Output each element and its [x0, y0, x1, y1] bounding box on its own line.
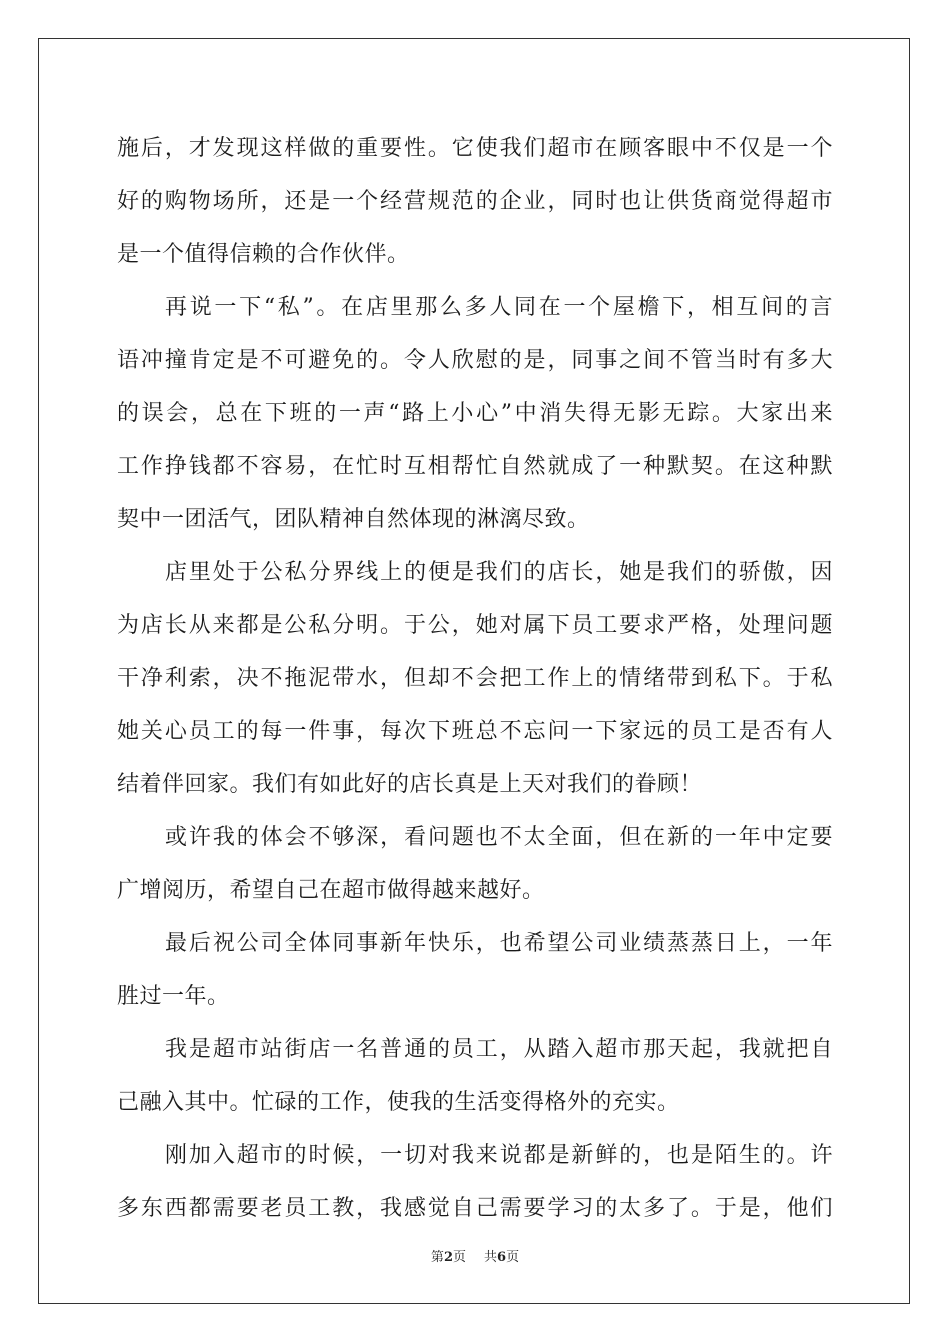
text-line: 我是超市站街店一名普通的员工，从踏入超市那天起，我就把自 [165, 1037, 833, 1062]
footer-total-suffix: 页 [506, 1250, 520, 1265]
footer-page-suffix: 页 [452, 1250, 466, 1265]
text-line: 契中一团活气，团队精神自然体现的淋漓尽致。 [117, 507, 590, 532]
text-line: 好的购物场所，还是一个经营规范的企业，同时也让供货商觉得超市 [117, 189, 833, 214]
text-line: 的误会，总在下班的一声“路上小心”中消失得无影无踪。大家出来 [117, 401, 833, 426]
text-line: 胜过一年。 [117, 984, 230, 1009]
text-line: 多东西都需要老员工教，我感觉自己需要学习的太多了。于是，他们 [117, 1196, 833, 1221]
text-line: 再说一下“私”。在店里那么多人同在一个屋檐下，相互间的言 [165, 295, 833, 320]
total-pages-number: 6 [497, 1250, 507, 1265]
footer-prefix: 第 [430, 1250, 444, 1265]
text-line: 刚加入超市的时候，一切对我来说都是新鲜的，也是陌生的。许 [165, 1143, 833, 1168]
text-line: 语冲撞肯定是不可避免的。令人欣慰的是，同事之间不管当时有多大 [117, 348, 833, 373]
footer-total-prefix: 共 [484, 1250, 498, 1265]
text-line: 或许我的体会不够深，看问题也不太全面，但在新的一年中定要 [165, 825, 833, 850]
text-line: 施后，才发现这样做的重要性。它使我们超市在顾客眼中不仅是一个 [117, 136, 833, 161]
text-line: 己融入其中。忙碌的工作，使我的生活变得格外的充实。 [117, 1090, 680, 1115]
text-line: 店里处于公私分界线上的便是我们的店长，她是我们的骄傲，因 [165, 560, 833, 585]
text-line: 干净利索，决不拖泥带水，但却不会把工作上的情绪带到私下。于私 [117, 666, 833, 691]
text-line: 为店长从来都是公私分明。于公，她对属下员工要求严格，处理问题 [117, 613, 833, 638]
text-line: 最后祝公司全体同事新年快乐，也希望公司业绩蒸蒸日上，一年 [165, 931, 833, 956]
text-line: 是一个值得信赖的合作伙伴。 [117, 242, 410, 267]
text-line: 工作挣钱都不容易，在忙时互相帮忙自然就成了一种默契。在这种默 [117, 454, 833, 479]
text-line: 结着伴回家。我们有如此好的店长真是上天对我们的眷顾！ [117, 772, 703, 797]
text-line: 广增阅历，希望自己在超市做得越来越好。 [117, 878, 545, 903]
current-page-number: 2 [443, 1250, 453, 1265]
text-line: 她关心员工的每一件事，每次下班总不忘问一下家远的员工是否有人 [117, 719, 833, 744]
document-body [117, 122, 833, 1235]
page-footer [0, 1246, 950, 1265]
